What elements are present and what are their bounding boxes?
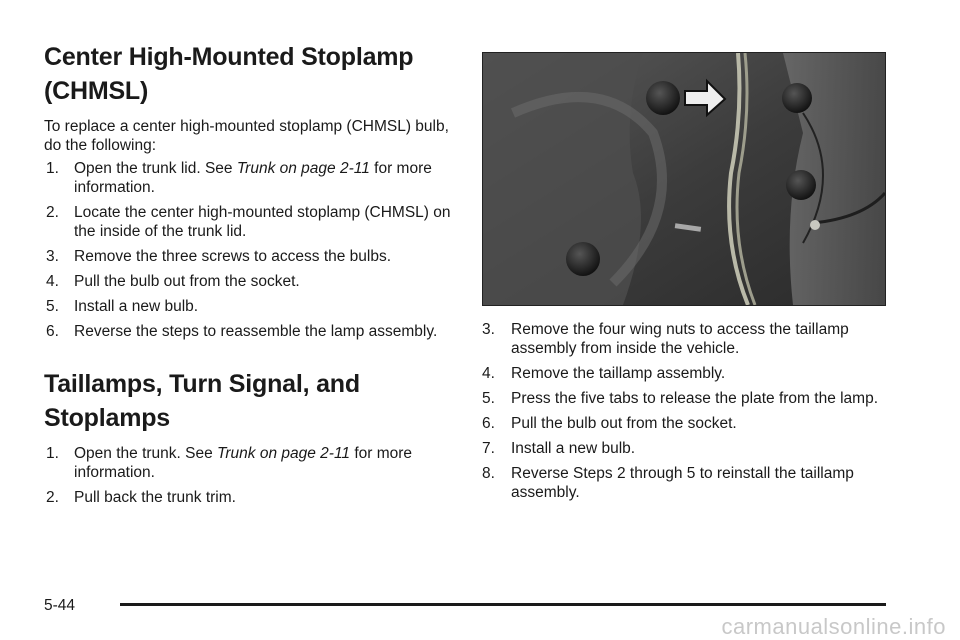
left-column: [44, 40, 460, 513]
page-reference-link[interactable]: Trunk on page 2-11: [217, 445, 351, 462]
photo-illustration: [483, 53, 885, 305]
list-item: 3. Remove the four wing nuts to access the taillamp assembly from inside the vehicle.: [482, 321, 849, 357]
list-item: 2. Pull back the trunk trim.: [46, 489, 236, 506]
title-line-2: Stoplamps: [44, 404, 170, 432]
list-item: 5. Install a new bulb.: [46, 298, 199, 315]
intro-paragraph: To replace a center high-mounted stoplamp (CHMSL) bulb, do the following:: [44, 118, 449, 154]
page-reference-link[interactable]: Trunk on page 2-11: [236, 160, 370, 177]
title-line-2: (CHMSL): [44, 77, 149, 105]
taillamp-steps-continued: [482, 320, 886, 502]
list-item: 6. Pull the bulb out from the socket.: [482, 415, 737, 432]
list-item: 1. Open the trunk lid. See Trunk on page 2-11 for more information.: [46, 160, 432, 196]
list-item: 2. Locate the center high-mounted stoplamp (CHMSL) on the inside of the trunk lid.: [46, 204, 451, 240]
section-title-chmsl: [44, 40, 460, 108]
wing-nut-1: [646, 81, 680, 115]
list-item: 7. Install a new bulb.: [482, 440, 636, 457]
section-title-taillamps: [44, 367, 460, 435]
chmsl-steps: [44, 159, 460, 341]
list-item: 1. Open the trunk. See Trunk on page 2-11 for more information.: [46, 445, 413, 481]
list-item: 3. Remove the three screws to access the bulbs.: [46, 248, 392, 265]
wing-nut-2: [782, 83, 812, 113]
wing-nut-3: [786, 170, 816, 200]
wing-nut-4: [566, 242, 600, 276]
list-item: 4. Remove the taillamp assembly.: [482, 365, 726, 382]
list-item: 4. Pull the bulb out from the socket.: [46, 273, 300, 290]
title-line-1: Center High-Mounted Stoplamp: [44, 43, 414, 71]
list-item: 8. Reverse Steps 2 through 5 to reinstall the taillamp assembly.: [482, 465, 854, 501]
list-item: 5. Press the five tabs to release the plate from the lamp.: [482, 390, 879, 407]
page-number: 5-44: [44, 597, 76, 614]
list-item: 6. Reverse the steps to reassemble the lamp assembly.: [46, 323, 438, 340]
title-line-1: Taillamps, Turn Signal, and: [44, 370, 360, 398]
watermark: carmanualsonline.info: [721, 614, 946, 639]
trunk-interior-photo: [482, 52, 886, 306]
taillamp-steps-start: [44, 444, 460, 507]
footer-rule: [120, 603, 886, 606]
right-column: [482, 52, 886, 508]
